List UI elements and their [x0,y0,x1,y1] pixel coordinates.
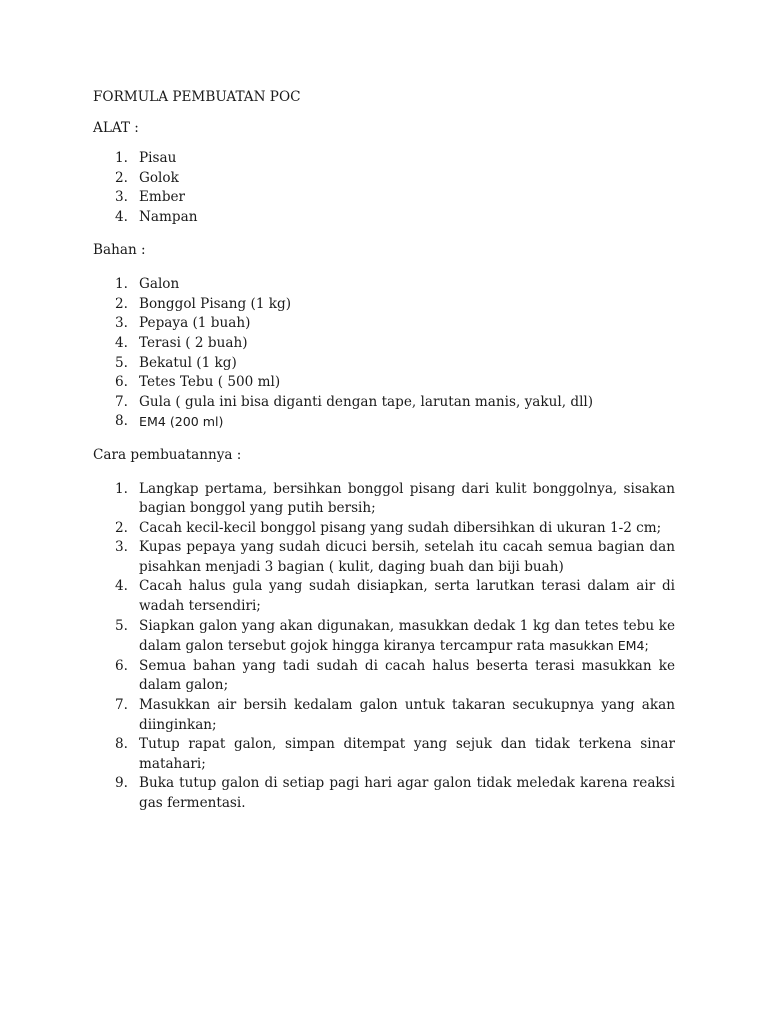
bahan-item-label: Pepaya (1 buah) [139,315,251,332]
bahan-item-label: Terasi ( 2 buah) [139,334,248,351]
list-item [93,577,675,616]
list-number: 5. [115,617,128,634]
alat-item-label: Ember [139,189,186,206]
alat-list [93,149,675,227]
bahan-item-label: Galon [139,276,180,293]
step-text-tail: masukkan EM4; [549,638,649,654]
bahan-item-label: Gula ( gula ini bisa diganti dengan tape, larutan manis, yakul, dll) [139,393,594,410]
bahan-item-label: Bonggol Pisang (1 kg) [139,295,292,312]
list-number: 9. [115,775,128,792]
list-item [93,373,675,393]
list-item [93,519,675,539]
list-item [93,334,675,354]
steps-list [93,480,675,814]
list-item [93,275,675,295]
list-item [93,314,675,334]
list-item [93,169,675,189]
list-number: 1. [115,480,128,497]
list-item [93,617,675,657]
list-number: 1. [115,276,128,293]
list-item [93,188,675,208]
bahan-heading: Bahan : [93,241,146,258]
list-number: 3. [115,189,128,206]
list-item [93,354,675,374]
list-item [93,412,675,433]
list-number: 2. [115,519,128,536]
step-text: Buka tutup galon di setiap pagi hari agar galon tidak meledak karena reaksi gas fermentasi. [139,775,675,811]
list-item [93,295,675,315]
list-item [93,393,675,413]
list-number: 5. [115,354,128,371]
alat-item-label: Golok [139,169,179,186]
list-item [93,735,675,774]
alat-item-label: Nampan [139,208,198,225]
step-text [139,617,675,657]
list-item [93,480,675,519]
list-number: 6. [115,374,128,391]
list-number: 8. [115,413,128,430]
list-number: 2. [115,295,128,312]
step-text: Tutup rapat galon, simpan ditempat yang sejuk dan tidak terkena sinar matahari; [139,736,675,772]
list-item [93,149,675,169]
alat-heading: ALAT : [93,119,139,136]
list-number: 8. [115,736,128,753]
bahan-item-label: Bekatul (1 kg) [139,354,237,371]
list-number: 3. [115,539,128,556]
list-number: 2. [115,169,128,186]
step-text: Cacah halus gula yang sudah disiapkan, serta larutkan terasi dalam air di wadah tersendiri; [139,578,675,615]
step-text: Semua bahan yang tadi sudah di cacah halus beserta terasi masukkan ke dalam galon; [139,657,675,694]
list-number: 1. [115,150,128,167]
list-item [93,774,675,813]
step-text: Masukkan air bersih kedalam galon untuk takaran secukupnya yang akan diinginkan; [139,697,675,733]
list-number: 4. [115,334,128,351]
list-item [93,538,675,577]
bahan-item-label: Tetes Tebu ( 500 ml) [139,374,281,391]
step-text: Cacah kecil-kecil bonggol pisang yang sudah dibersihkan di ukuran 1-2 cm; [139,519,662,536]
list-number: 7. [115,697,128,714]
list-number: 4. [115,208,128,225]
alat-item-label: Pisau [139,150,177,167]
list-item [93,657,675,696]
cara-heading: Cara pembuatannya : [93,446,242,463]
bahan-item-label: EM4 (200 ml) [139,414,224,430]
document-page [93,88,675,826]
step-text: Kupas pepaya yang sudah dicuci bersih, setelah itu cacah semua bagian dan pisahkan menjadi 3 bagian ( kulit, daging buah dan biji buah) [139,539,675,575]
list-number: 3. [115,315,128,332]
list-item [93,208,675,228]
step-text: Langkap pertama, bersihkan bonggol pisang dari kulit bonggolnya, sisakan bagian bonggol yang putih bersih; [139,480,675,517]
bahan-list [93,275,675,433]
step-text-main: Siapkan galon yang akan digunakan, masukkan dedak 1 kg dan tetes tebu ke dalam galon tersebut gojok hingga kiranya tercampur rata [139,617,675,655]
list-number: 7. [115,393,128,410]
document-title: FORMULA PEMBUATAN POC [93,89,301,105]
list-item [93,696,675,735]
list-number: 4. [115,578,128,595]
list-number: 6. [115,657,128,674]
